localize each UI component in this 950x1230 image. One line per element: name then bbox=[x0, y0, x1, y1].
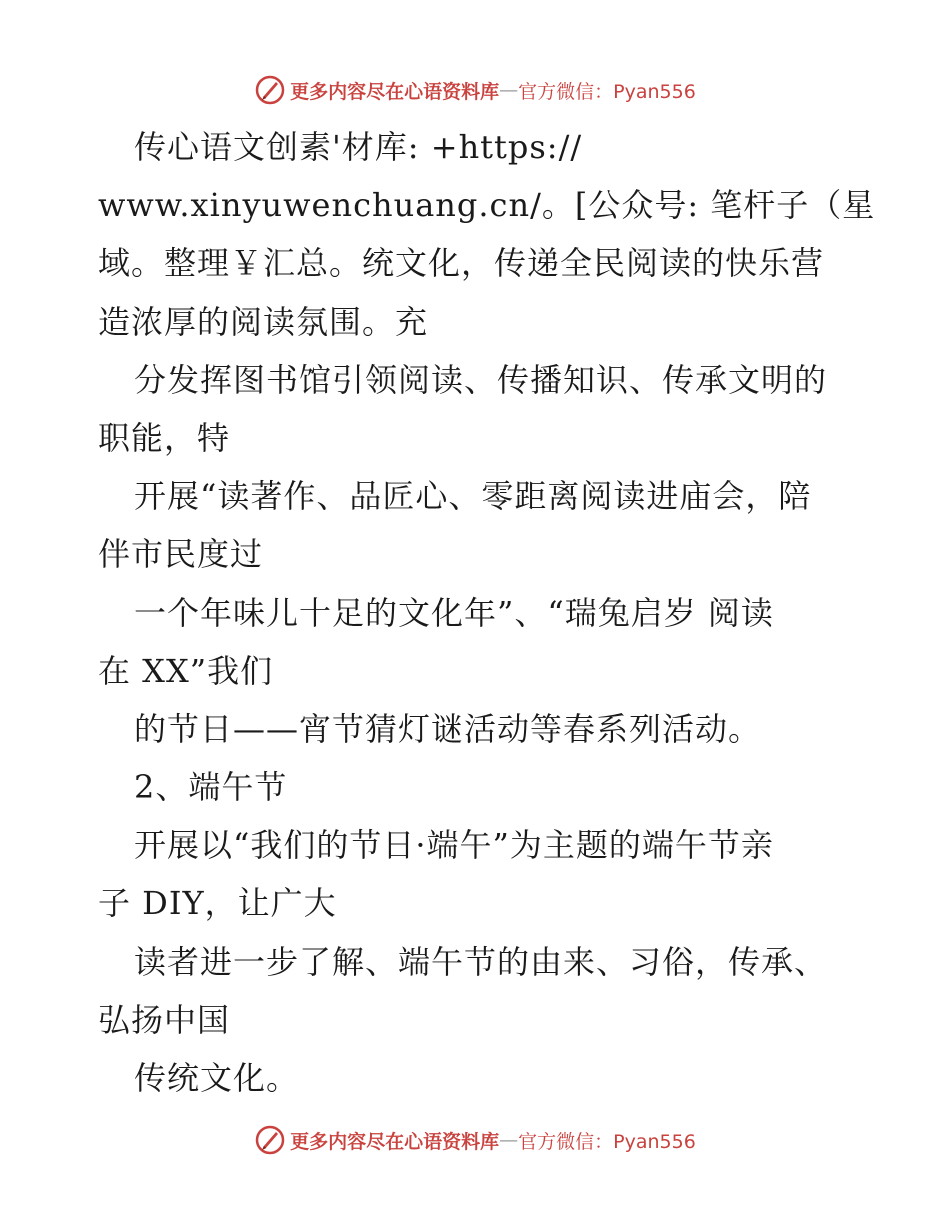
text-line: 子 DIY，让广大 bbox=[98, 884, 337, 923]
quill-pen-logo-icon bbox=[254, 1124, 286, 1156]
section-heading: 2、端午节 bbox=[134, 768, 288, 807]
text-line: 分发挥图书馆引领阅读、传播知识、传承文明的 bbox=[134, 360, 828, 399]
text-line: 的节日——宵节猜灯谜活动等春系列活动。 bbox=[134, 709, 762, 748]
document-body bbox=[98, 118, 876, 1107]
text-line: 造浓厚的阅读氛围。充 bbox=[98, 302, 429, 341]
banner-dash: — bbox=[499, 79, 519, 101]
banner-dash: — bbox=[499, 1129, 519, 1151]
footer-banner bbox=[0, 1120, 950, 1160]
text-line: 一个年味儿十足的文化年”、“瑞兔启岁 阅读 bbox=[134, 593, 774, 632]
text-line: 在 XX”我们 bbox=[98, 651, 274, 690]
banner-text: 更多内容尽在心语资料库 bbox=[290, 80, 500, 103]
text-line: 开展“读著作、品匠心、零距离阅读进庙会，陪 bbox=[134, 477, 812, 516]
text-line: 读者进一步了解、端午节的由来、习俗，传承、 bbox=[134, 942, 828, 981]
header-banner bbox=[0, 70, 950, 110]
text-line: 弘扬中国 bbox=[98, 1000, 231, 1039]
banner-contact: 官方微信：Pyan556 bbox=[518, 1130, 696, 1153]
banner-contact: 官方微信：Pyan556 bbox=[518, 80, 696, 103]
quill-pen-logo-icon bbox=[254, 74, 286, 106]
text-line: www.xinyuwenchuang.cn/。[公众号: 笔杆子（星 bbox=[98, 186, 876, 225]
text-line: 传心语文创素'材库: +https:// bbox=[134, 128, 583, 166]
banner-text: 更多内容尽在心语资料库 bbox=[290, 1130, 500, 1153]
text-line: 伴市民度过 bbox=[98, 535, 264, 574]
text-line: 职能，特 bbox=[98, 418, 231, 457]
text-line: 域。整理￥汇总。统文化，传递全民阅读的快乐营 bbox=[98, 244, 825, 283]
text-line: 传统文化。 bbox=[134, 1059, 300, 1097]
text-line: 开展以“我们的节日·端午”为主题的端午节亲 bbox=[134, 826, 774, 865]
